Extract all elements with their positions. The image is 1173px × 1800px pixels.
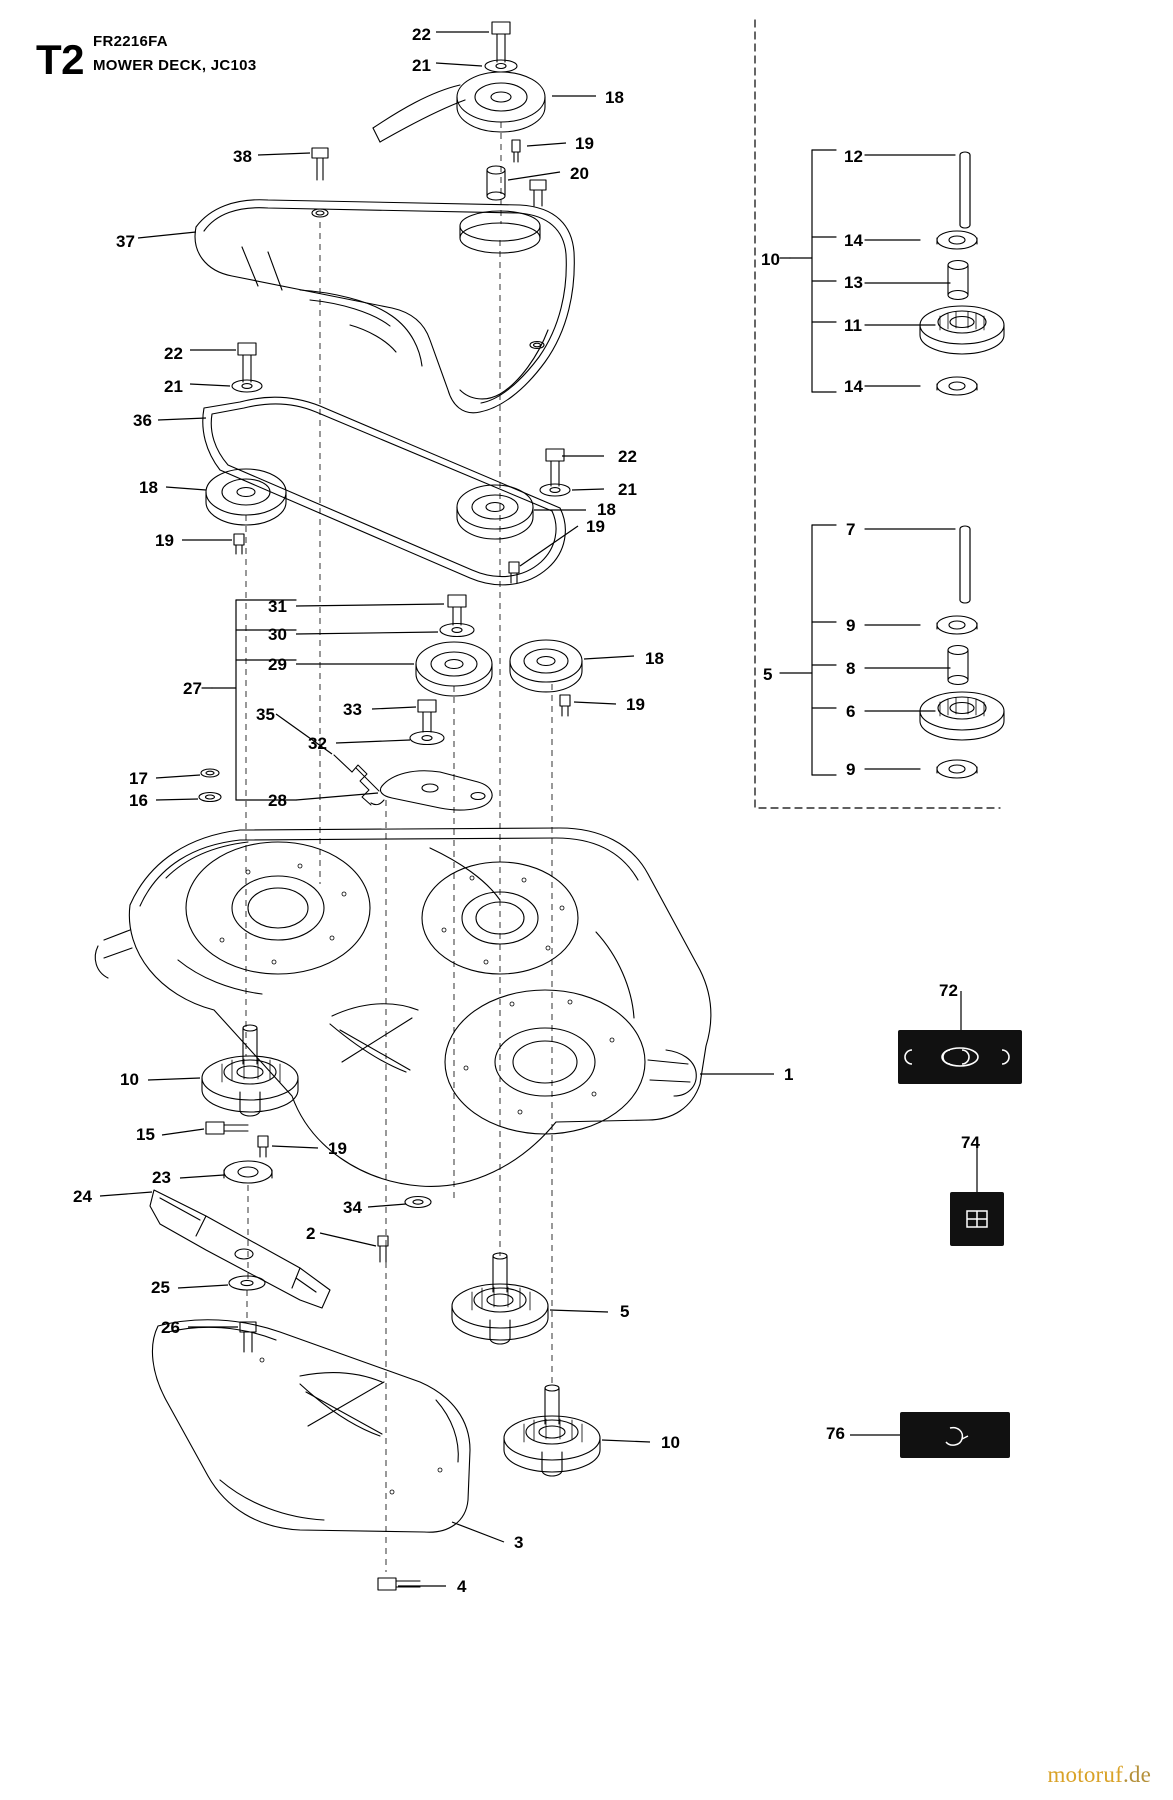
callout-27: 27 xyxy=(183,679,202,698)
callout-37: 37 xyxy=(116,232,135,251)
callout-19c: 19 xyxy=(586,517,605,536)
callout-17: 17 xyxy=(129,769,148,788)
callout-16: 16 xyxy=(129,791,148,810)
callout-33: 33 xyxy=(343,700,362,719)
callout-15: 15 xyxy=(136,1125,155,1144)
callout-25: 25 xyxy=(151,1278,170,1297)
callout-23: 23 xyxy=(152,1168,171,1187)
callout-22c: 22 xyxy=(618,447,637,466)
callout-10a: 10 xyxy=(761,250,780,269)
model-number: FR2216FA xyxy=(93,33,168,50)
callout-10b: 10 xyxy=(120,1070,139,1089)
callout-21: 21 xyxy=(412,56,431,75)
callout-30: 30 xyxy=(268,625,287,644)
callout-12: 12 xyxy=(844,147,863,166)
callout-72: 72 xyxy=(939,981,958,1000)
callout-36: 36 xyxy=(133,411,152,430)
callout-18d: 18 xyxy=(645,649,664,668)
callout-19e: 19 xyxy=(328,1139,347,1158)
callout-6: 6 xyxy=(846,702,856,721)
decal-76 xyxy=(900,1412,1010,1458)
callout-76: 76 xyxy=(826,1424,845,1443)
assembly-name: MOWER DECK, JC103 xyxy=(93,57,257,74)
callout-5b: 5 xyxy=(620,1302,630,1321)
callout-24: 24 xyxy=(73,1187,92,1206)
callout-35: 35 xyxy=(256,705,275,724)
decal-74 xyxy=(950,1192,1004,1246)
callout-7: 7 xyxy=(846,520,856,539)
callout-19b: 19 xyxy=(155,531,174,550)
callout-22: 22 xyxy=(412,25,431,44)
callout-74: 74 xyxy=(961,1133,980,1152)
callout-29: 29 xyxy=(268,655,287,674)
callout-31: 31 xyxy=(268,597,287,616)
callout-3: 3 xyxy=(514,1533,524,1552)
callout-1: 1 xyxy=(784,1065,794,1084)
callout-32: 32 xyxy=(308,734,327,753)
callout-10c: 10 xyxy=(661,1433,680,1452)
watermark-name: motoruf xyxy=(1047,1762,1123,1787)
callout-13: 13 xyxy=(844,273,863,292)
callout-9a: 9 xyxy=(846,616,856,635)
callout-20: 20 xyxy=(570,164,589,183)
callout-4: 4 xyxy=(457,1577,467,1596)
watermark-tld: .de xyxy=(1122,1762,1151,1787)
callout-5a: 5 xyxy=(763,665,773,684)
callout-21c: 21 xyxy=(618,480,637,499)
callout-19: 19 xyxy=(575,134,594,153)
callout-8: 8 xyxy=(846,659,856,678)
callout-14b: 14 xyxy=(844,377,863,396)
callout-11: 11 xyxy=(844,316,862,335)
callout-38: 38 xyxy=(233,147,252,166)
callout-19d: 19 xyxy=(626,695,645,714)
callout-9b: 9 xyxy=(846,760,856,779)
callout-14a: 14 xyxy=(844,231,863,250)
decal-72 xyxy=(898,1030,1022,1084)
callout-26: 26 xyxy=(161,1318,180,1337)
watermark xyxy=(1047,1762,1151,1788)
callout-34: 34 xyxy=(343,1198,362,1217)
callout-2: 2 xyxy=(306,1224,316,1243)
callout-22b: 22 xyxy=(164,344,183,363)
callout-18b: 18 xyxy=(139,478,158,497)
callout-18c: 18 xyxy=(597,500,616,519)
section-code: T2 xyxy=(36,36,85,83)
callout-28: 28 xyxy=(268,791,287,810)
callout-18: 18 xyxy=(605,88,624,107)
callout-21b: 21 xyxy=(164,377,183,396)
